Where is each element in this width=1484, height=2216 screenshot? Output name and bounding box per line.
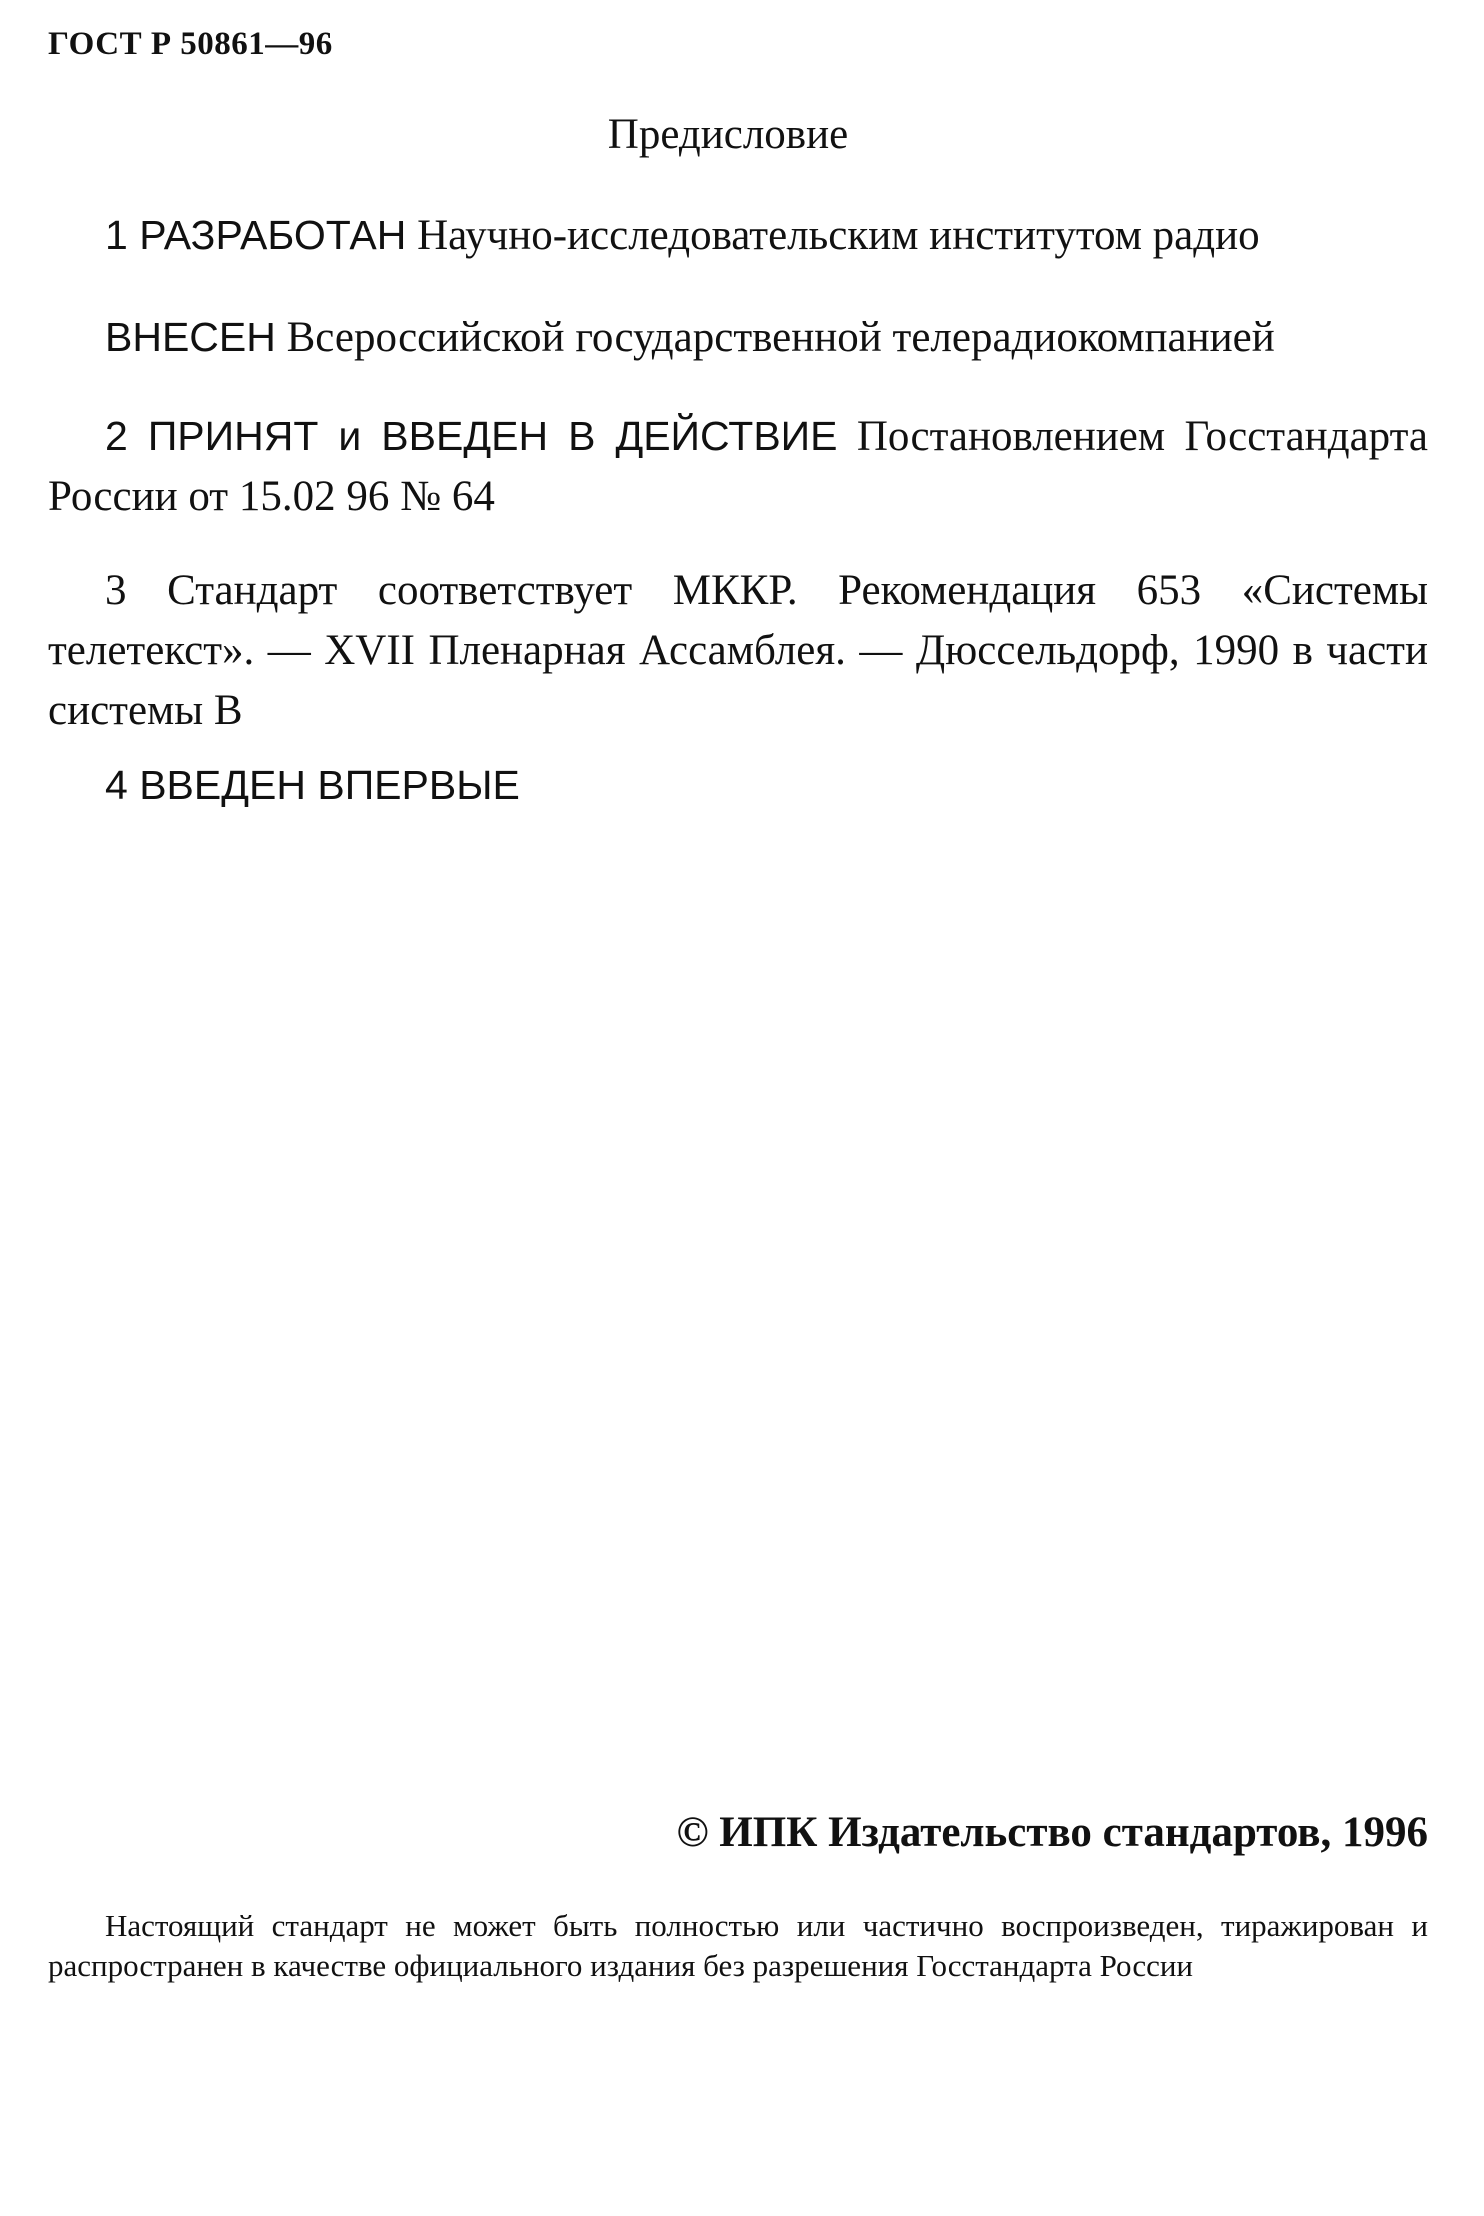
preface-item-lead: 1 РАЗРАБОТАН bbox=[105, 212, 407, 258]
reproduction-notice: Настоящий стандарт не может быть полностью или частично воспроизведен, тиражирован и распространен в качестве официального издания без разрешения Госстандарта России bbox=[48, 1908, 1428, 1983]
preface-item-lead: ВНЕСЕН bbox=[105, 314, 276, 360]
page-title: Предисловие bbox=[607, 111, 849, 158]
preface-item-text: Всероссийской государственной телерадиокомпанией bbox=[275, 314, 1275, 361]
preface-item-conformity bbox=[48, 560, 1428, 741]
preface-item-developed bbox=[48, 205, 1428, 266]
preface-item-lead: 2 ПРИНЯТ и ВВЕДЕН В ДЕЙСТВИЕ bbox=[105, 413, 838, 459]
preface-item-text: 3 Стандарт соответствует МККР. Рекомендация 653 «Системы телетекст». — XVII Пленарная Ассамблея. — Дюссельдорф, 1990 в части системы В bbox=[48, 567, 1428, 734]
document-header: ГОСТ Р 50861—96 bbox=[48, 26, 333, 62]
preface-item-first-introduced bbox=[48, 755, 1428, 816]
preface-item-adopted bbox=[48, 406, 1428, 527]
copyright-notice: © ИПК Издательство стандартов, 1996 bbox=[676, 1809, 1428, 1856]
preface-item-lead: 4 ВВЕДЕН ВПЕРВЫЕ bbox=[105, 762, 520, 808]
preface-item-text: Постановлением Госстандарта России от 15.02 96 № 64 bbox=[48, 413, 1428, 520]
preface-item-text: Научно-исследовательским институтом радио bbox=[406, 212, 1260, 259]
preface-item-introduced bbox=[48, 307, 1428, 368]
